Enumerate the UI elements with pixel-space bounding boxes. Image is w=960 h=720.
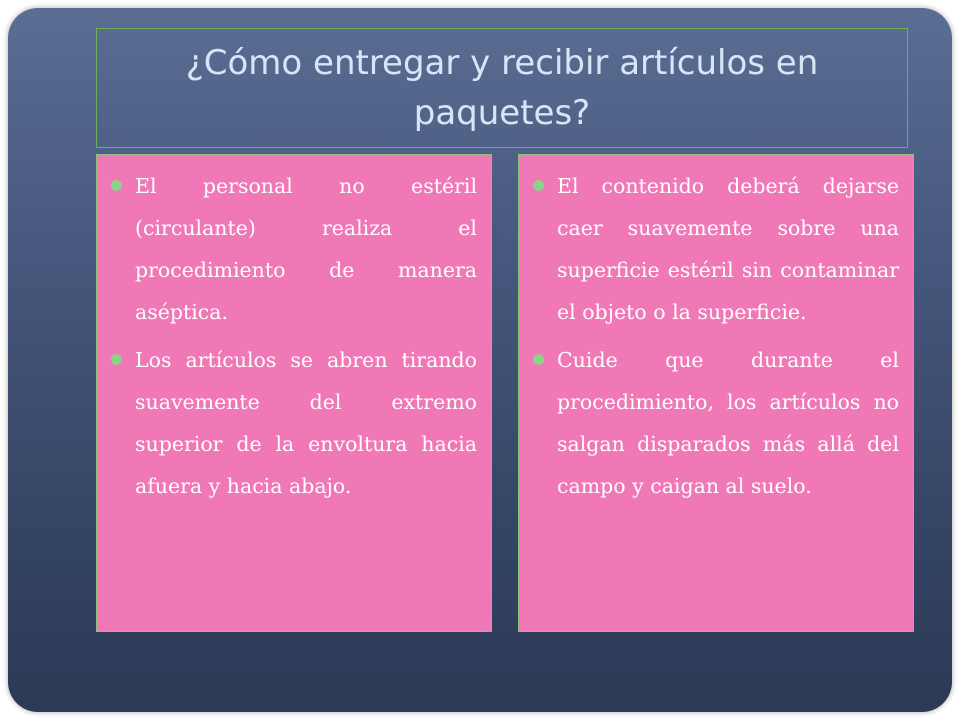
left-bullet-list: [97, 155, 491, 507]
slide-title: ¿Cómo entregar y recibir artículos en paquetes?: [185, 43, 819, 133]
bullet-text: Los artículos se abren tirando suavemente del extremo superior de la envoltura hacia afuera y hacia abajo.: [135, 348, 477, 498]
bullet-text: El personal no estéril (circulante) realiza el procedimiento de manera aséptica.: [135, 174, 477, 324]
bullet-item: [557, 339, 899, 507]
bullet-icon: [533, 180, 544, 191]
title-box: [96, 28, 908, 148]
bullet-item: [135, 165, 477, 333]
bullet-item: [557, 165, 899, 333]
bullet-icon: [533, 354, 544, 365]
bullet-item: [135, 339, 477, 507]
bullet-text: Cuide que durante el procedimiento, los artículos no salgan disparados más allá del campo y caigan al suelo.: [557, 348, 899, 498]
right-content-panel: [518, 154, 914, 632]
bullet-icon: [111, 180, 122, 191]
bullet-icon: [111, 354, 122, 365]
bullet-text: El contenido deberá dejarse caer suavemente sobre una superficie estéril sin contaminar el objeto o la superficie.: [557, 174, 899, 324]
left-content-panel: [96, 154, 492, 632]
right-bullet-list: [519, 155, 913, 507]
slide: [8, 8, 952, 712]
